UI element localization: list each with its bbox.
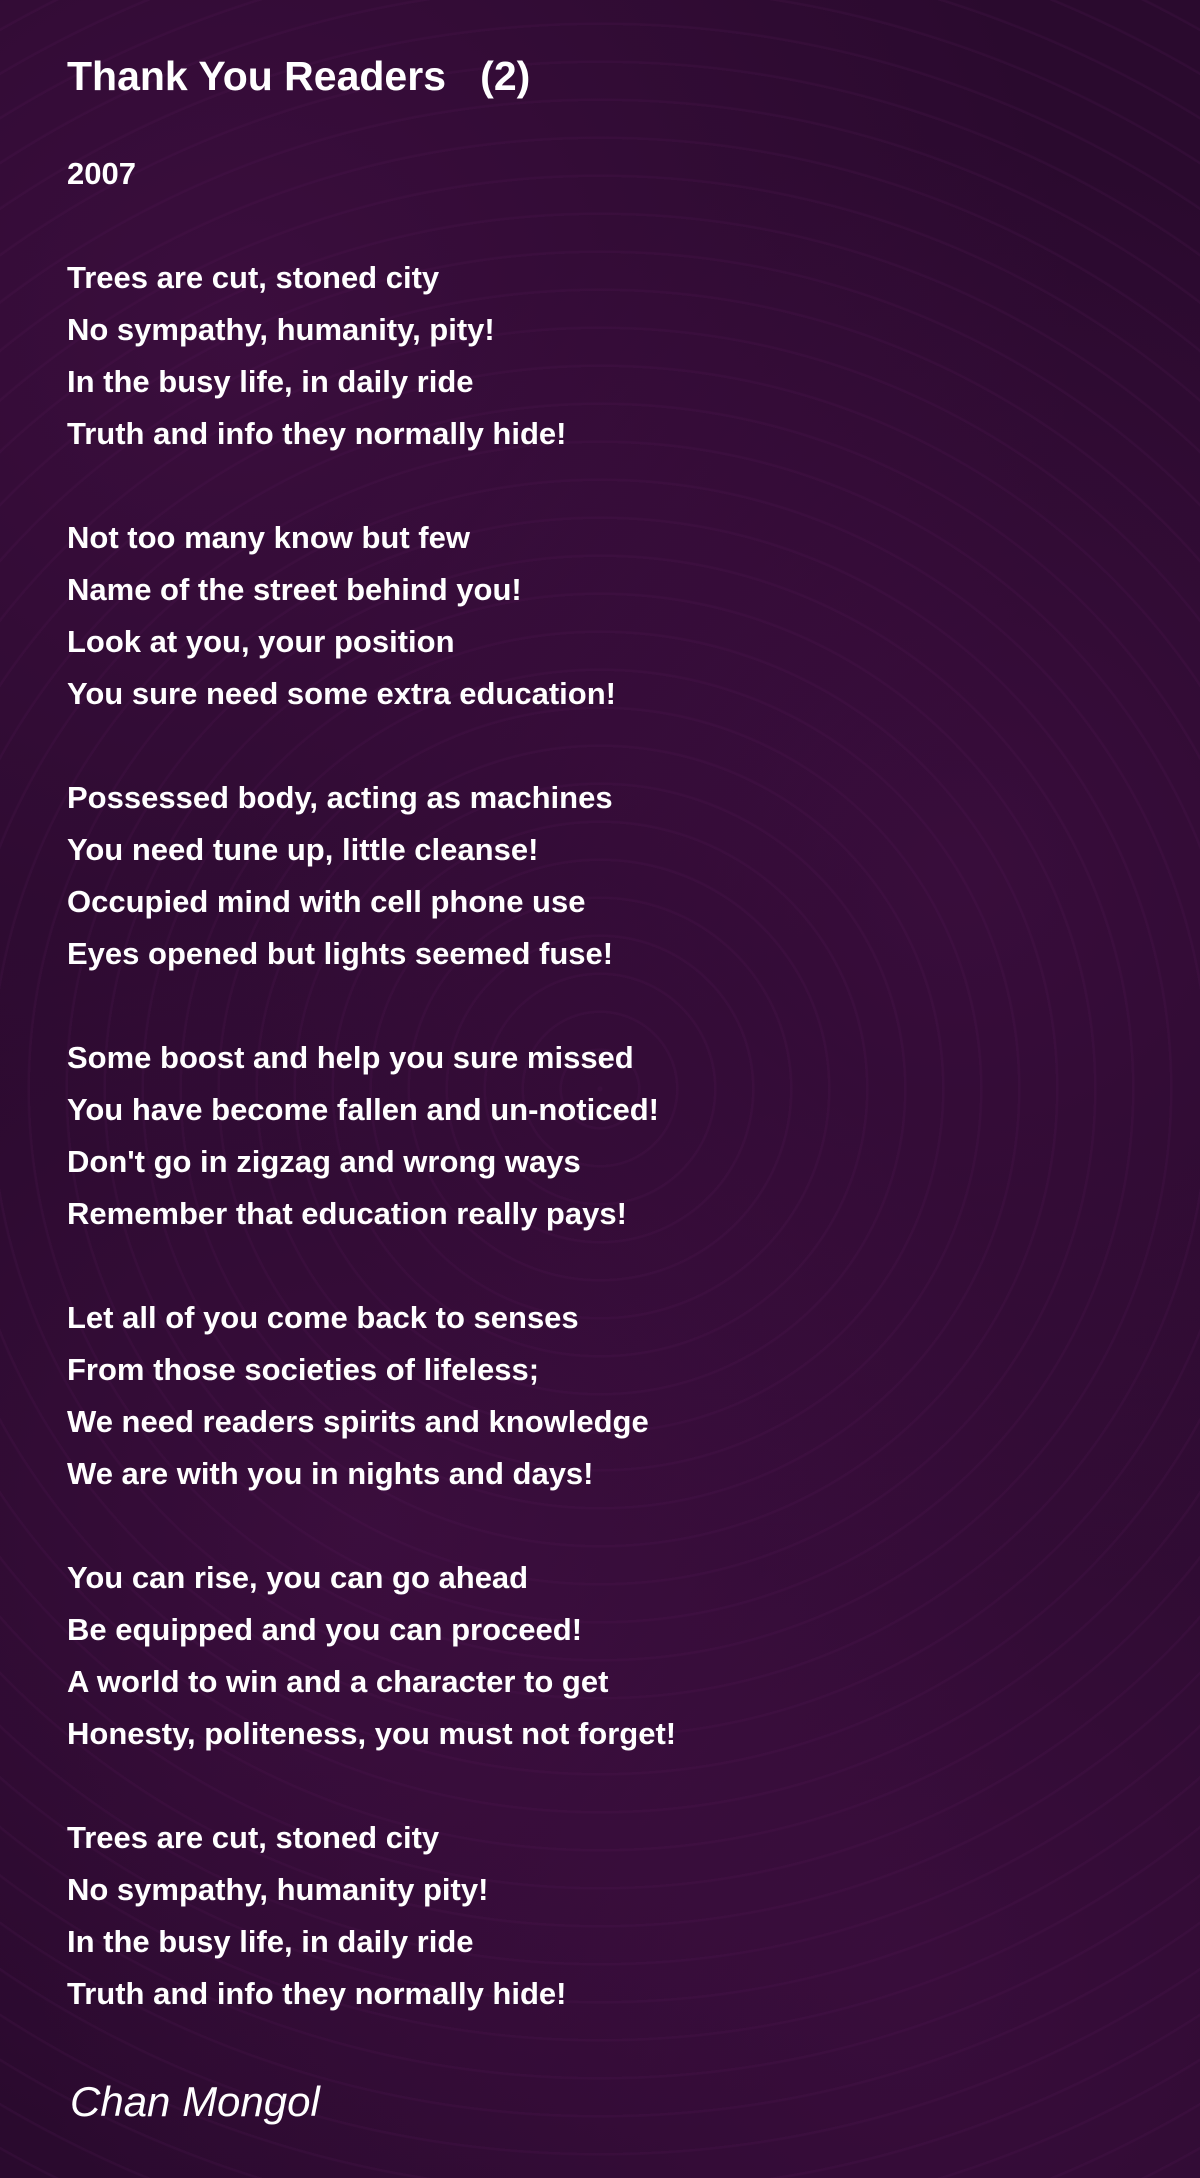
poem-body xyxy=(67,148,676,2020)
poem-year: 2007 xyxy=(67,156,136,191)
stanza xyxy=(67,980,676,1240)
poem-line: In the busy life, in daily ride xyxy=(67,364,474,399)
stanza xyxy=(67,200,676,460)
poem-author: Chan Mongol xyxy=(70,2078,320,2125)
stanza xyxy=(67,1240,676,1500)
poem-line: No sympathy, humanity, pity! xyxy=(67,312,495,347)
poem-line: Name of the street behind you! xyxy=(67,572,522,607)
poem-line: We are with you in nights and days! xyxy=(67,1456,594,1491)
poem-line: You have become fallen and un-noticed! xyxy=(67,1092,659,1127)
poem-line: You can rise, you can go ahead xyxy=(67,1560,529,1595)
stanza xyxy=(67,460,676,720)
poem-line: Truth and info they normally hide! xyxy=(67,1976,567,2011)
poem-line: We need readers spirits and knowledge xyxy=(67,1404,649,1439)
poem-line: Occupied mind with cell phone use xyxy=(67,884,586,919)
poem-line: Trees are cut, stoned city xyxy=(67,1820,440,1855)
poem-line: Don't go in zigzag and wrong ways xyxy=(67,1144,581,1179)
poem-line: Some boost and help you sure missed xyxy=(67,1040,634,1075)
poem-line: Be equipped and you can proceed! xyxy=(67,1612,583,1647)
stanza xyxy=(67,720,676,980)
poem-line: Trees are cut, stoned city xyxy=(67,260,440,295)
poem-line: Eyes opened but lights seemed fuse! xyxy=(67,936,614,971)
stanza xyxy=(67,1500,676,1760)
poem-line: Truth and info they normally hide! xyxy=(67,416,567,451)
poem-line: You need tune up, little cleanse! xyxy=(67,832,539,867)
poem-title: Thank You Readers (2) xyxy=(67,53,531,99)
poem-line: Honesty, politeness, you must not forget! xyxy=(67,1716,677,1751)
poem-line: Let all of you come back to senses xyxy=(67,1300,579,1335)
poem-line: Remember that education really pays! xyxy=(67,1196,627,1231)
poem-line: Not too many know but few xyxy=(67,520,470,555)
stanza xyxy=(67,1760,676,2020)
poem-line: From those societies of lifeless; xyxy=(67,1352,540,1387)
poem-line: A world to win and a character to get xyxy=(67,1664,609,1699)
poem-line: You sure need some extra education! xyxy=(67,676,616,711)
poem-line: Look at you, your position xyxy=(67,624,455,659)
poem-line: No sympathy, humanity pity! xyxy=(67,1872,489,1907)
poem-line: In the busy life, in daily ride xyxy=(67,1924,474,1959)
poem-line: Possessed body, acting as machines xyxy=(67,780,613,815)
